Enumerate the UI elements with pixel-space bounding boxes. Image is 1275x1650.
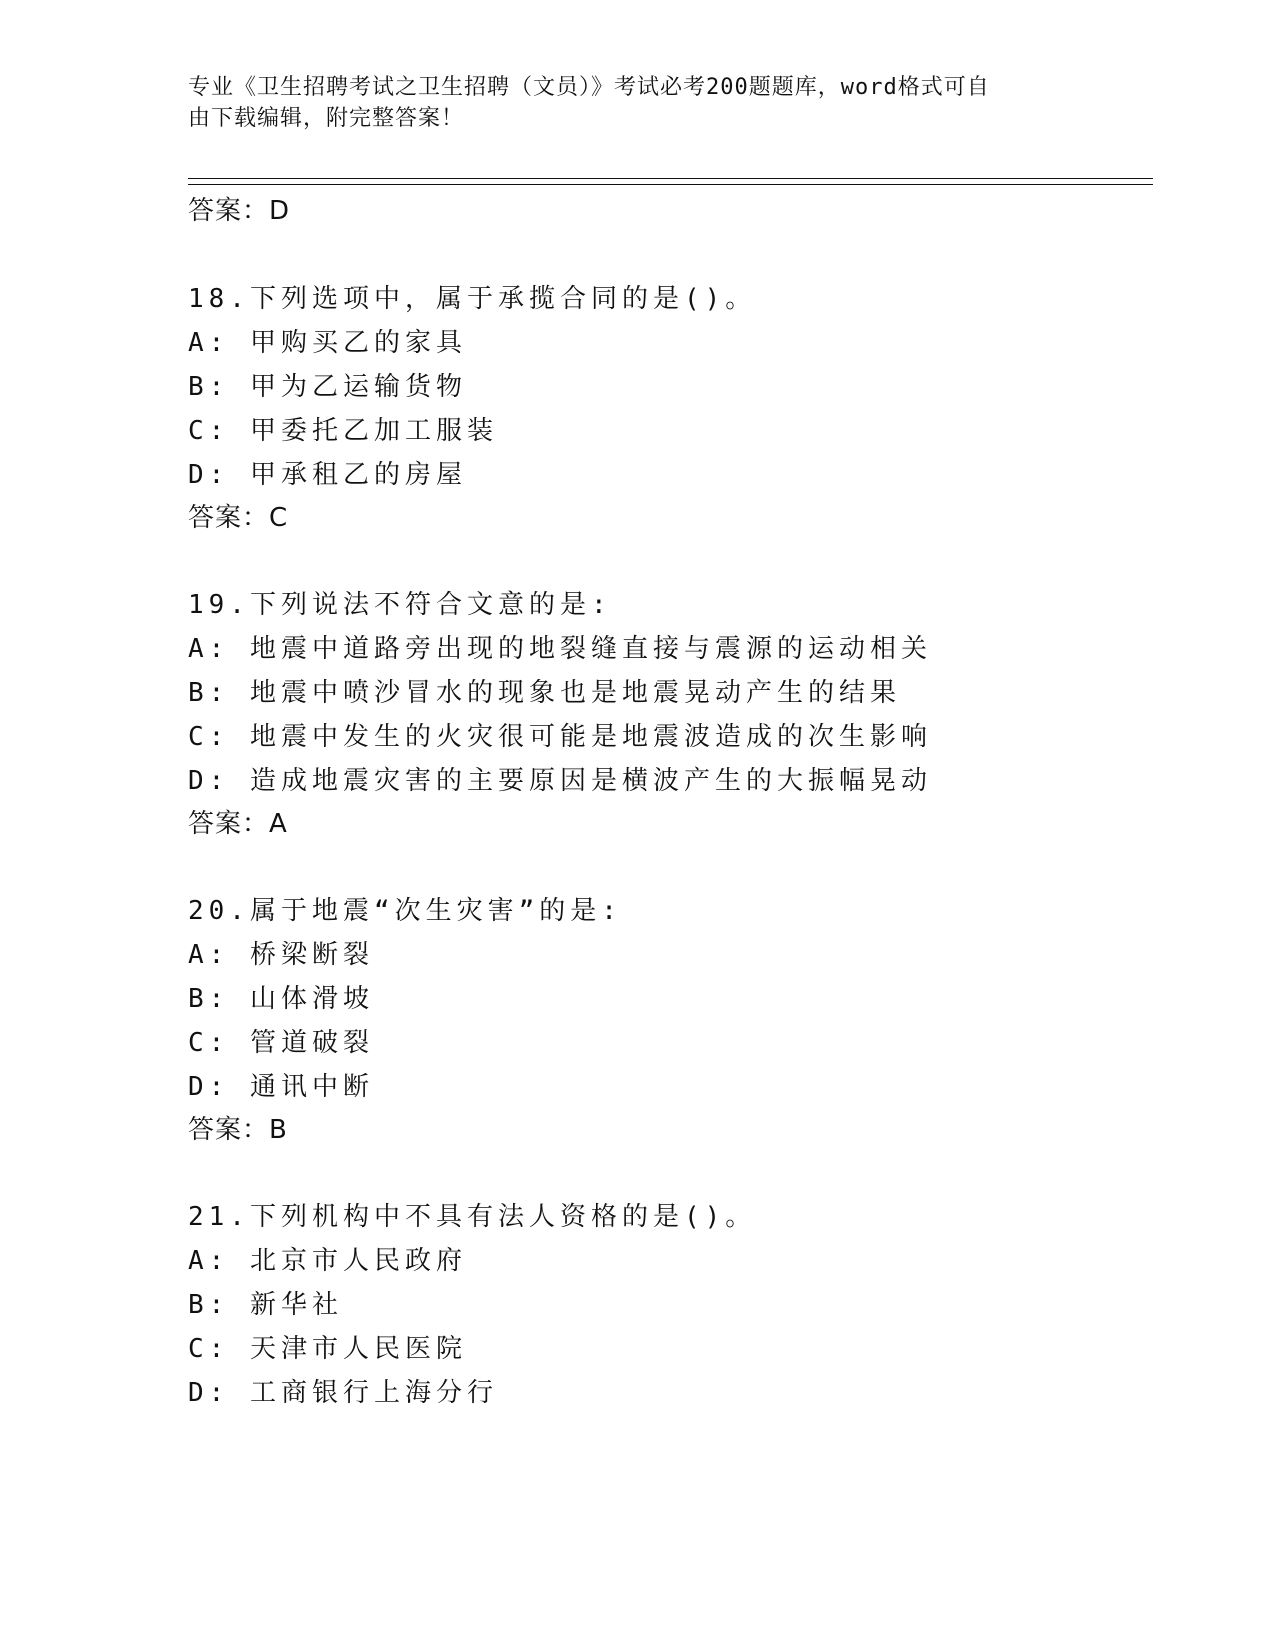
question-20-answer: 答案：B bbox=[188, 1115, 288, 1145]
question-21-option-c: C: 天津市人民医院 bbox=[188, 1334, 467, 1364]
question-19-answer: 答案：A bbox=[188, 809, 288, 839]
question-20-option-b: B: 山体滑坡 bbox=[188, 984, 374, 1014]
question-21-option-a: A: 北京市人民政府 bbox=[188, 1246, 467, 1276]
question-18-option-c: C: 甲委托乙加工服装 bbox=[188, 416, 498, 446]
header-rule-bottom bbox=[188, 184, 1153, 185]
question-20-option-d: D: 通讯中断 bbox=[188, 1072, 374, 1102]
question-18-stem: 18.下列选项中，属于承揽合同的是()。 bbox=[188, 284, 757, 314]
question-20-option-c: C: 管道破裂 bbox=[188, 1028, 374, 1058]
question-18-answer: 答案：C bbox=[188, 503, 289, 533]
question-20-option-a: A: 桥梁断裂 bbox=[188, 940, 374, 970]
question-21-option-d: D: 工商银行上海分行 bbox=[188, 1378, 498, 1408]
question-19-stem: 19.下列说法不符合文意的是: bbox=[188, 590, 612, 620]
header-line-2: 由下载编辑，附完整答案！ bbox=[188, 106, 465, 131]
question-21-stem: 21.下列机构中不具有法人资格的是()。 bbox=[188, 1202, 757, 1232]
question-20-stem: 20.属于地震“次生灾害”的是: bbox=[188, 896, 622, 926]
question-19-option-b: B: 地震中喷沙冒水的现象也是地震晃动产生的结果 bbox=[188, 678, 901, 708]
question-18-option-a: A: 甲购买乙的家具 bbox=[188, 328, 467, 358]
question-18-option-d: D: 甲承租乙的房屋 bbox=[188, 460, 467, 490]
question-18-option-b: B: 甲为乙运输货物 bbox=[188, 372, 467, 402]
header-rule-top bbox=[188, 178, 1153, 179]
question-19-option-c: C: 地震中发生的火灾很可能是地震波造成的次生影响 bbox=[188, 722, 932, 752]
header-line-1: 专业《卫生招聘考试之卫生招聘（文员）》考试必考200题题库，word格式可自 bbox=[188, 75, 990, 100]
answer-17: 答案：D bbox=[188, 196, 291, 226]
question-21-option-b: B: 新华社 bbox=[188, 1290, 343, 1320]
question-19-option-d: D: 造成地震灾害的主要原因是横波产生的大振幅晃动 bbox=[188, 766, 932, 796]
question-19-option-a: A: 地震中道路旁出现的地裂缝直接与震源的运动相关 bbox=[188, 634, 932, 664]
document-header bbox=[188, 72, 1068, 134]
